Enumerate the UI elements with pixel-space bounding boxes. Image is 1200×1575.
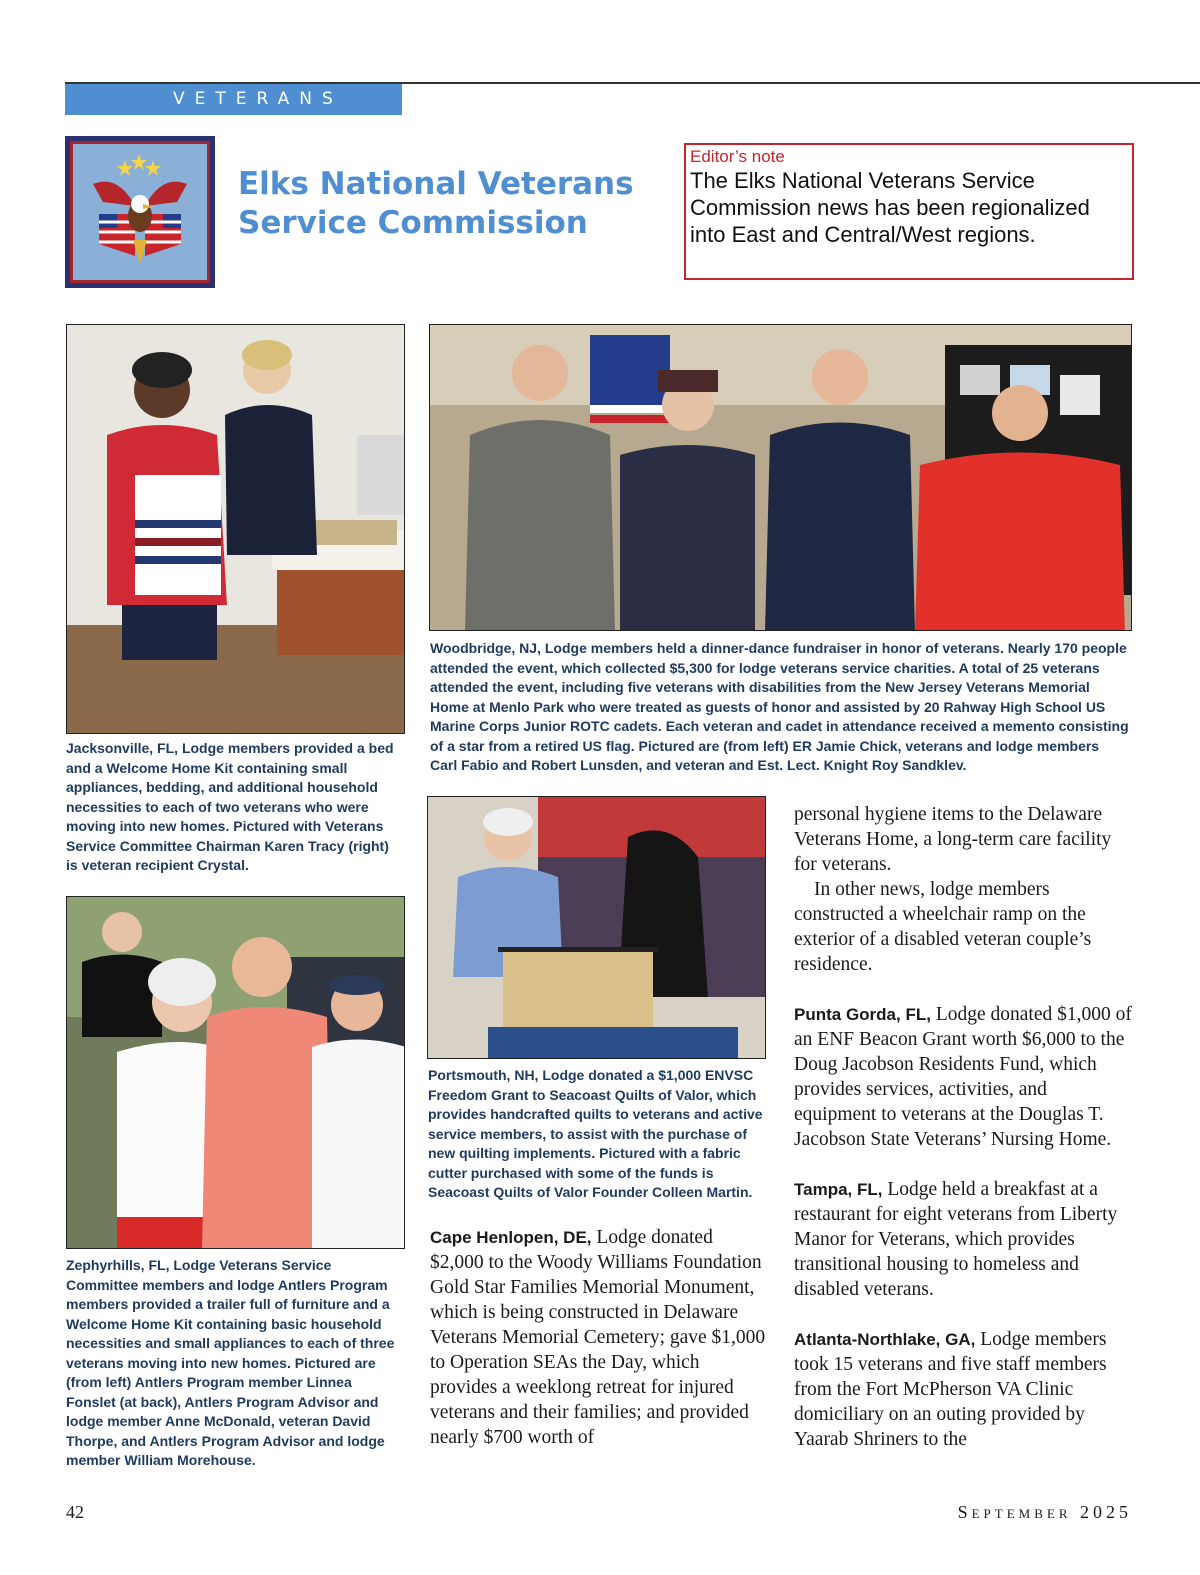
page-title <box>238 165 668 243</box>
article-column-right <box>794 802 1134 1452</box>
photo-zephyrhills <box>66 896 405 1249</box>
caption-text: Lodge donated a $1,000 ENVSC Freedom Grant to Seacoast Quilts of Valor, which provides handcrafted quilts to veterans and active service members, to assist with the purchase of new quilting implements. Pictured with a fabric cutter purchased with some of the funds is Seacoast Quilts of Valor Founder Colleen Martin. <box>428 1067 763 1200</box>
editors-note-box <box>684 143 1134 280</box>
article-lead: Tampa, FL, <box>794 1180 883 1199</box>
caption-jacksonville <box>66 739 396 876</box>
caption-lead: Woodbridge, NJ, <box>430 640 541 656</box>
article-lead: Punta Gorda, FL, <box>794 1005 931 1024</box>
article-cape-henlopen-continued: personal hygiene items to the Delaware Veterans Home, a long-term care facility for veterans. <box>794 804 1112 875</box>
caption-text: Lodge members provided a bed and a Welcome Home Kit containing small appliances, bedding, and additional household necessities to each of two veterans who were moving into new homes. Pictured with Veterans Service Committee Chairman Karen Tracy (right) is veteran recipient Crystal. <box>66 740 394 873</box>
page-number: 42 <box>66 1502 84 1522</box>
caption-zephyrhills <box>66 1256 402 1471</box>
veterans-commission-logo <box>65 136 215 288</box>
article-atlanta <box>794 1327 1134 1452</box>
section-label: VETERANS <box>65 84 402 115</box>
caption-text: Lodge members held a dinner-dance fundraiser in honor of veterans. Nearly 170 people attended the event, which collected $5,300 for lodge veterans service charities. A total of 25 veterans attended the event, including five veterans with disabilities from the New Jersey Veterans Memorial Home at Menlo Park who were treated as guests of honor and assisted by 20 Rahway High School US Marine Corps Junior ROTC cadets. Each veteran and cadet in attendance received a memento consisting of a star from a retired US flag. Pictured are (from left) ER Jamie Chick, veterans and lodge members Carl Fabio and Robert Lunsden, and veteran and Est. Lect. Knight Roy Sandklev. <box>430 640 1129 773</box>
editors-note-text: The Elks National Veterans Service Commission news has been regionalized into East and Central/West regions. <box>690 168 1090 247</box>
article-punta-gorda <box>794 1002 1134 1152</box>
caption-portsmouth <box>428 1066 768 1203</box>
title-line-1: Elks National Veterans <box>238 166 634 202</box>
caption-lead: Jacksonville, FL, <box>66 740 179 756</box>
photo-woodbridge <box>429 324 1132 631</box>
issue-date: September 2025 <box>957 1502 1132 1522</box>
article-text: Lodge held a breakfast at a restaurant for eight veterans from Liberty Manor for Veterans, which provides transitional housing to homeless and disabled veterans. <box>794 1179 1118 1300</box>
caption-lead: Zephyrhills, FL, <box>66 1257 170 1273</box>
article-lead: Atlanta-Northlake, GA, <box>794 1330 976 1349</box>
article-lead: Cape Henlopen, DE, <box>430 1228 592 1247</box>
article-text: Lodge donated $1,000 of an ENF Beacon Grant worth $6,000 to the Doug Jacobson Residents Fund, which provides services, activities, and equipment to veterans at the Douglas T. Jacobson State Veterans’ Nursing Home. <box>794 1004 1132 1150</box>
caption-text: Lodge Veterans Service Committee members and lodge Antlers Program members provided a trailer full of furniture and a Welcome Home Kit containing basic household necessities and small appliances to each of three veterans moving into new homes. Pictured are (from left) Antlers Program member Linnea Fonslet (at back), Antlers Program Advisor and lodge member Anne McDonald, veteran David Thorpe, and Antlers Program Advisor and lodge member William Morehouse. <box>66 1257 395 1468</box>
caption-lead: Portsmouth, NH, <box>428 1067 539 1083</box>
article-cape-henlopen-other-news: In other news, lodge members constructed a wheelchair ramp on the exterior of a disabled veteran couple’s residence. <box>794 879 1092 975</box>
eagle-flag-emblem-icon <box>73 144 207 280</box>
caption-woodbridge <box>430 639 1130 776</box>
title-line-2: Service Commission <box>238 205 588 241</box>
article-cape-henlopen <box>430 1225 770 1450</box>
article-text: Lodge donated $2,000 to the Woody Williams Foundation Gold Star Families Memorial Monument, which is being constructed in Delaware Veterans Memorial Cemetery; gave $1,000 to Operation SEAs the Day, which provides a weeklong retreat for injured veterans and their families; and provided nearly $700 worth of <box>430 1227 766 1448</box>
editors-note-label: Editor’s note <box>690 147 785 166</box>
photo-portsmouth <box>427 796 766 1059</box>
photo-jacksonville <box>66 324 405 734</box>
article-tampa <box>794 1177 1134 1302</box>
article-text: Lodge members took 15 veterans and five staff members from the Fort McPherson VA Clinic domiciliary on an outing provided by Yaarab Shriners to the <box>794 1329 1107 1450</box>
